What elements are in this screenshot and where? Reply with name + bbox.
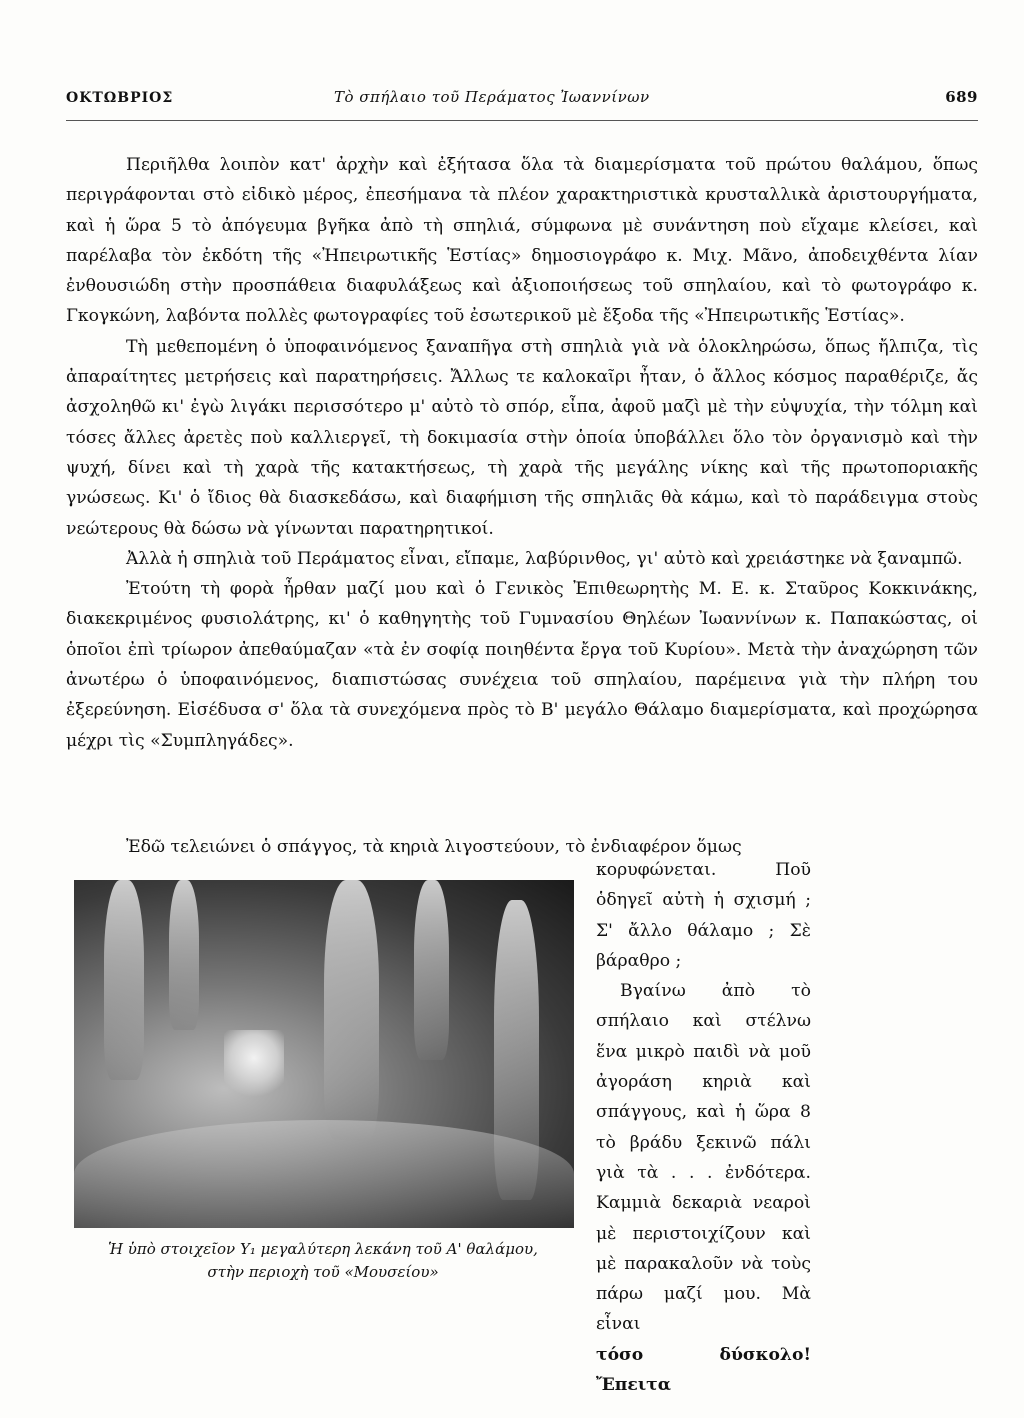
header-title: Τὸ σπήλαιο τοῦ Περάματος Ἰωαννίνων — [334, 88, 650, 106]
stalactite-shape — [104, 880, 144, 1080]
paragraph-4: Ἐτούτη τὴ φορὰ ἦρθαν μαζί μου καὶ ὁ Γενικὸς Ἐπιθεωρητὴς Μ. Ε. κ. Σταῦρος Κοκκινάκης, διακεκριμένος φυσιολάτρης, κι' ὁ καθηγητὴς τοῦ Γυμνασίου Θηλέων Ἰωαννίνων κ. Παπακώστας, οἱ ὁποῖοι ἐπὶ τρίωρον ἀπεθαύμαζαν «τὰ ἐν σοφίᾳ ποιηθέντα ἔργα τοῦ Κυρίου». Μετὰ τὴν ἀναχώρηση τῶν ἀνωτέρω ὁ ὑποφαινόμενος, διαπιστώσας συνέχεια τοῦ σπηλαίου, παρέμεινα γιὰ τὴν πλήρη του ἐξερεύνηση. Εἰσέδυσα σ' ὅλα τὰ συνεχόμενα πρὸς τὸ Β' μεγάλο Θάλαμο διαμερίσματα, καὶ προχώρησα μέχρι τὶς «Συμπληγάδες». — [66, 579, 978, 751]
figure — [66, 880, 580, 1300]
paragraph-2: Τὴ μεθεπομένη ὁ ὑποφαινόμενος ξαναπῆγα στὴ σπηλιὰ γιὰ νὰ ὁλοκληρώσω, ὅπως ἤλπιζα, τὶς ἀπαραίτητες μετρήσεις καὶ παρατηρήσεις. Ἄλλως τε καλοκαῖρι ἦταν, ὁ ἄλλος κόσμος παραθέριζε, ἄς ἀσχοληθῶ κι' ἐγὼ λιγάκι περισσότερο μ' αὐτὸ τὸ σπόρ, εἶπα, ἀφοῦ μαζὶ μὲ τὴν εὐψυχία, τὴν τόλμη καὶ τόσες ἄλλες ἀρετὲς ποὺ καλλιεργεῖ, τὴ δοκιμασία στὴν ὁποία ὑποβάλλει ὅλο τὸν ὀργανισμὸ καὶ τὴν ψυχή, δίνει καὶ τὴ χαρὰ τῆς κατακτήσεως, τὴ χαρὰ τῆς μεγάλης νίκης καὶ τῆς πρωτοποριακῆς γνώσεως. Κι' ὁ ἴδιος θὰ διασκεδάσω, καὶ διαφήμιση τῆς σπηλιᾶς θὰ κάμω, καὶ τὸ παράδειγμα στοὺς νεώτερους θὰ δώσω νὰ γίνωνται παρατηρητικοί. — [66, 336, 978, 539]
paragraph-5-start: Ἐδῶ τελειώνει ὁ σπάγγος, τὰ κηριὰ λιγοστεύουν, τὸ ἐνδιαφέρον ὅμως — [126, 837, 742, 857]
stalactite-shape — [414, 880, 449, 1060]
lower-section — [66, 832, 978, 862]
paragraph-3: Ἀλλὰ ἡ σπηλιὰ τοῦ Περάματος εἶναι, εἴπαμε, λαβύρινθος, γι' αὐτὸ καὶ χρειάστηκε νὰ ξαναμπῶ. — [126, 548, 963, 569]
page-number: 689 — [945, 88, 978, 106]
person-figure — [224, 1030, 284, 1100]
caption-line-2: στὴν περιοχὴ τοῦ «Μουσείου» — [207, 1263, 439, 1281]
side-column-part-1: κορυφώνεται. Ποῦ ὁδηγεῖ αὐτὴ ἡ σχισμή ; Σ' ἄλλο θάλαμο ; Σὲ βάραθρο ; — [596, 860, 811, 971]
article-body — [66, 150, 978, 756]
caption-line-1: Ἡ ὑπὸ στοιχεῖον Υ₁ μεγαλύτερη λεκάνη τοῦ Α' θαλάμου, — [108, 1240, 538, 1258]
stalactite-shape — [169, 880, 199, 1030]
side-column-bold-tail: τόσο δύσκολο! Ἔπειτα — [596, 1344, 811, 1396]
side-column-part-2: Βγαίνω ἀπὸ τὸ σπήλαιο καὶ στέλνω ἕνα μικρὸ παιδὶ νὰ μοῦ ἀγοράση κηριὰ καὶ σπάγγους, καὶ ἡ ὥρα 8 τὸ βράδυ ξεκινῶ πάλι γιὰ τὰ . . . ἐνδότερα. Καμμιὰ δεκαριὰ νεαροὶ μὲ περιστοιχίζουν καὶ μὲ παρακαλοῦν νὰ τοὺς πάρω μαζί μου. Μὰ εἶναι — [596, 981, 811, 1335]
stalactite-shape — [324, 880, 379, 1140]
running-header — [66, 88, 978, 112]
side-column — [596, 855, 811, 1400]
cave-photograph — [74, 880, 574, 1228]
paragraph-1: Περιῆλθα λοιπὸν κατ' ἀρχὴν καὶ ἐξήτασα ὅλα τὰ διαμερίσματα τοῦ πρώτου θαλάμου, ὅπως περιγράφονται στὸ εἰδικὸ μέρος, ἐπεσήμανα τὰ πλέον χαρακτηριστικὰ κρυσταλλικὰ ἀριστουργήματα, καὶ ἡ ὥρα 5 τὸ ἀπόγευμα βγῆκα ἀπὸ τὴ σπηλιά, σύμφωνα μὲ συνάντηση ποὺ εἴχαμε κλείσει, καὶ παρέλαβα τὸν ἐκδότη τῆς «Ἠπειρωτικῆς Ἑστίας» δημοσιογράφο κ. Μιχ. Μᾶνο, ἀποδειχθέντα λίαν ἐνθουσιώδη στὴν προσπάθεια διαφυλάξεως καὶ ἀξιοποιήσεως τοῦ σπηλαίου, καὶ τὸ φωτογράφο κ. Γκογκώνη, λαβόντα πολλὲς φωτογραφίες τοῦ ἐσωτερικοῦ μὲ ἔξοδα τῆς «Ἠπειρωτικῆς Ἑστίας». — [66, 155, 978, 327]
header-rule — [66, 120, 978, 121]
cave-floor-shape — [74, 1120, 574, 1228]
header-month: ΟΚΤΩΒΡΙΟΣ — [66, 90, 174, 106]
figure-caption — [66, 1238, 580, 1284]
